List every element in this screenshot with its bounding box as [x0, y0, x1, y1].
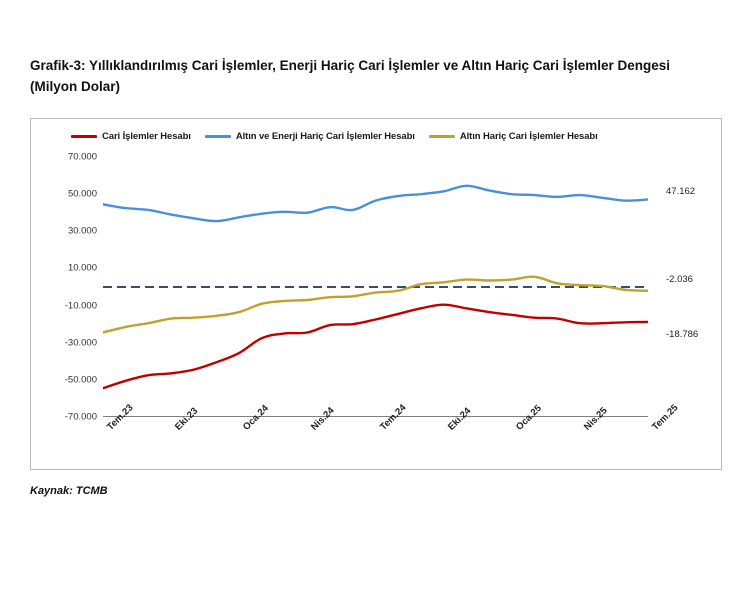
x-tick-label: Tem.25: [650, 402, 681, 433]
x-tick-label: Eki.24: [445, 405, 473, 433]
legend-item-altin-enerji[interactable]: [205, 131, 415, 142]
legend-swatch-altin-enerji: [205, 135, 231, 138]
series-line-1: [103, 186, 648, 221]
legend-item-cari[interactable]: [71, 131, 191, 142]
y-tick-label: -50.000: [64, 374, 97, 386]
y-tick-label: 70.000: [67, 151, 97, 163]
x-tick-label: Nis.24: [309, 405, 337, 433]
legend-item-altin[interactable]: [429, 131, 598, 142]
end-label-altin: -2.036: [666, 273, 693, 285]
y-axis-labels: [49, 151, 97, 423]
legend-swatch-cari: [71, 135, 97, 138]
y-tick-label: 30.000: [67, 225, 97, 237]
x-tick-label: Tem.24: [377, 402, 408, 433]
legend-label-altin: Altın Hariç Cari İşlemler Hesabı: [459, 131, 598, 142]
x-axis-labels: [103, 402, 681, 471]
plot-area: [103, 157, 648, 417]
x-tick-label: Eki.23: [173, 405, 201, 433]
y-tick-label: -70.000: [64, 411, 97, 423]
series-line-2: [103, 277, 648, 333]
x-tick-label: Nis.25: [581, 405, 610, 433]
x-tick-label: Tem.23: [105, 402, 136, 433]
legend-label-cari: Cari İşlemler Hesabı: [102, 131, 191, 142]
series-canvas: [103, 157, 648, 417]
chart-frame: [30, 118, 722, 470]
x-tick-label: Oca.25: [513, 402, 544, 433]
legend-swatch-altin: [429, 135, 455, 138]
y-tick-label: -10.000: [64, 300, 97, 312]
source-note: Kaynak: TCMB: [30, 485, 108, 497]
chart-legend: [71, 131, 711, 142]
legend-label-altin-enerji: Altın ve Enerji Hariç Cari İşlemler Hesabı: [235, 131, 415, 142]
y-tick-label: 10.000: [67, 262, 97, 274]
page-title: Grafik-3: Yıllıklandırılmış Cari İşlemler, Enerji Hariç Cari İşlemler ve Altın Hariç Cari İşlemler Dengesi (Milyon Dolar): [30, 58, 671, 94]
y-tick-label: -30.000: [64, 337, 97, 349]
y-tick-label: 50.000: [67, 188, 97, 200]
end-label-altin-enerji: 47.162: [666, 185, 696, 197]
end-label-cari: -18.786: [666, 328, 699, 340]
x-tick-label: Oca.24: [241, 402, 272, 433]
